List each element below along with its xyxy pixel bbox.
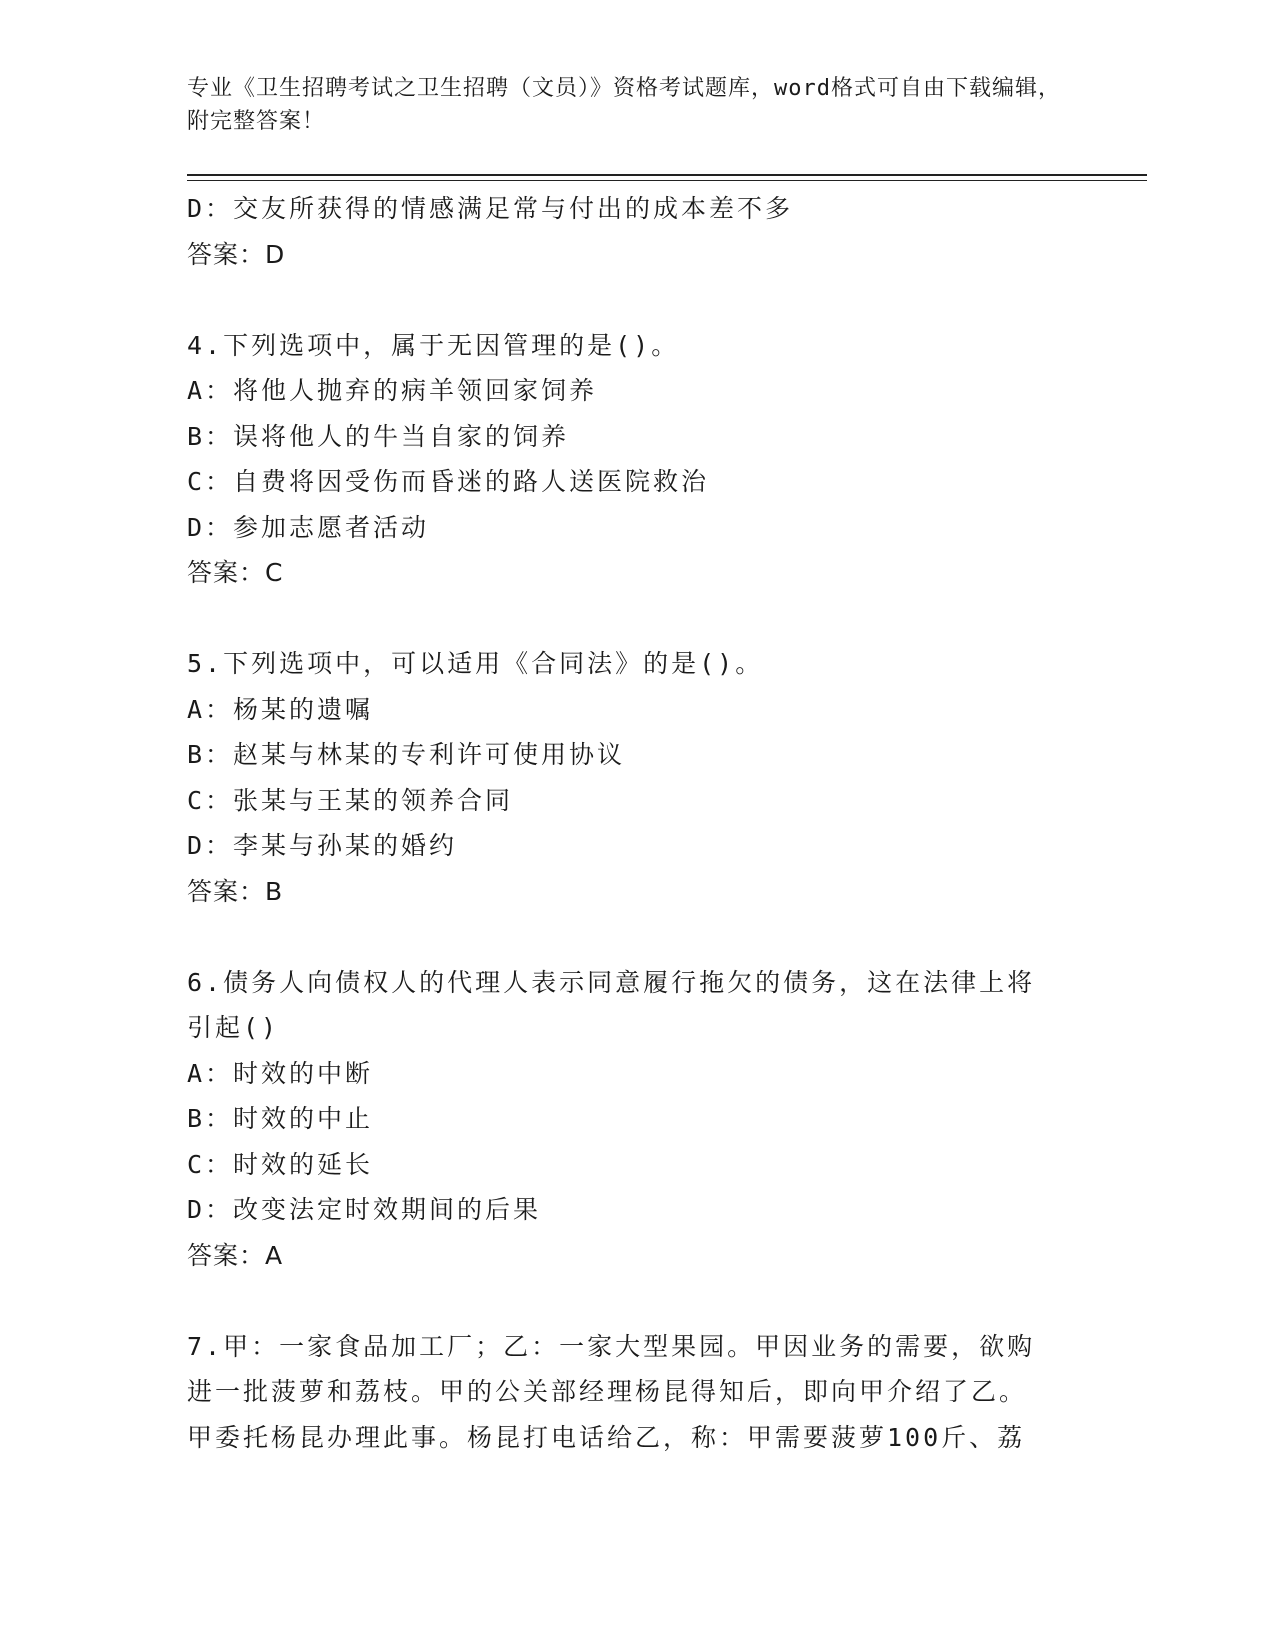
- option-c: C：自费将因受伤而昏迷的路人送医院救治: [187, 467, 710, 496]
- option-b: B：赵某与林某的专利许可使用协议: [187, 740, 626, 769]
- option-d: D：李某与孙某的婚约: [187, 831, 458, 860]
- spacer: [187, 914, 1087, 960]
- option-d: D：改变法定时效期间的后果: [187, 1195, 542, 1224]
- option-c: C：时效的延长: [187, 1149, 374, 1179]
- option-b: B：时效的中止: [187, 1104, 374, 1133]
- header-divider-thick: [187, 174, 1147, 176]
- question-stem-line: 进一批菠萝和荔枝。甲的公关部经理杨昆得知后，即向甲介绍了乙。: [187, 1377, 1028, 1406]
- answer: 答案：C: [187, 558, 284, 587]
- question-stem-line: 甲委托杨昆办理此事。杨昆打电话给乙，称：甲需要菠萝100斤、荔: [187, 1422, 1026, 1452]
- question-stem: 4.下列选项中，属于无因管理的是()。: [187, 330, 680, 360]
- option-a: A：时效的中断: [187, 1058, 374, 1088]
- spacer: [187, 596, 1087, 642]
- answer: 答案：D: [187, 239, 286, 269]
- answer: 答案：A: [187, 1240, 284, 1270]
- document-header: 专业《卫生招聘考试之卫生招聘（文员）》资格考试题库，word格式可自由下载编辑，附完整答案！: [187, 76, 1061, 134]
- header-divider-thin: [187, 180, 1147, 181]
- option-c: C：张某与王某的领养合同: [187, 785, 514, 815]
- question-stem: 5.下列选项中，可以适用《合同法》的是()。: [187, 649, 764, 678]
- spacer: [187, 277, 1087, 323]
- answer: 答案：B: [187, 876, 284, 906]
- question-stem-line: 7.甲：一家食品加工厂；乙：一家大型果园。甲因业务的需要，欲购: [187, 1331, 1036, 1361]
- question-stem-line: 引起(): [187, 1013, 280, 1042]
- question-stem-line: 6.债务人向债权人的代理人表示同意履行拖欠的债务，这在法律上将: [187, 967, 1036, 997]
- option-d: D：交友所获得的情感满足常与付出的成本差不多: [187, 194, 794, 223]
- option-a: A：将他人抛弃的病羊领回家饲养: [187, 376, 598, 405]
- question-content: [187, 186, 1087, 1460]
- spacer: [187, 1278, 1087, 1324]
- option-b: B：误将他人的牛当自家的饲养: [187, 421, 570, 451]
- option-a: A：杨某的遗嘱: [187, 694, 374, 724]
- option-d: D：参加志愿者活动: [187, 512, 430, 542]
